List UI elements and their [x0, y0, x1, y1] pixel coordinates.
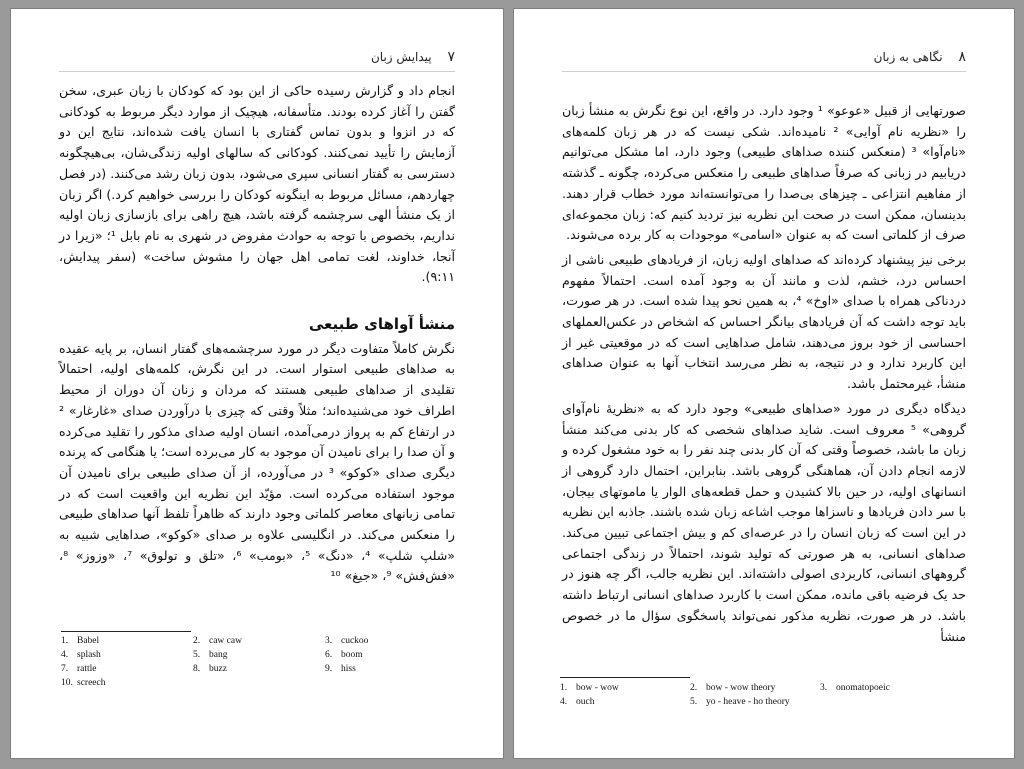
footnote-item: 7. rattle [61, 664, 97, 674]
page-number: ٧ [447, 49, 455, 65]
footnote-item: 2. caw caw [193, 636, 242, 646]
section-heading: منشأ آواهای طبیعی [308, 315, 455, 334]
footnote-item: 2. bow - wow theory [690, 683, 776, 693]
footnote-item: 8. buzz [193, 664, 227, 674]
footnote-item: 4. ouch [560, 697, 595, 707]
footnote-item: 1. bow - wow [560, 683, 619, 693]
footnotes [61, 636, 421, 688]
right-page [514, 9, 1014, 758]
left-page [11, 9, 503, 758]
footnote-item: 5. bang [193, 650, 228, 660]
paragraph: صورتهایی از قبیل «عوعو» ¹ وجود دارد. در واقع، این نوع نگرش به منشأ زبان را «نظریه نام آوایی» ² نامیده‌اند. شکی نیست که در هر زبان کلمه‌های «نام‌آوا» ³ (منعکس کننده صداهای طبیعی) وجود دارد، اما مشکل می‌توانیم دریابیم در زبانی که صرفاً صداهای طبیعی را منعکس می‌کرده، چگونه ـ گذشته از مفاهیم انتزاعی ـ چیزهای بی‌صدا را می‌توانسته‌اند مورد خطاب قرار دهند. بدینسان، ممکن است در صحت این نظریه نیز تردید کنیم که: زبان مجموعه‌ای صرف از کلماتی است که به عنوان «اسامی» موجودات به کار برده می‌شوند. [562, 103, 966, 243]
footnote-divider [560, 677, 690, 678]
footnote-item: 3. cuckoo [325, 636, 369, 646]
page-number: ٨ [958, 49, 966, 65]
running-title: نگاهی به زبان [873, 50, 943, 64]
paragraph: نگرش کاملاً متفاوت دیگر در مورد سرچشمه‌های گفتار انسان، بر پایه عقیده به صداهای طبیعی استوار است. در این نگرش، کلمه‌های اولیه، احتمالاً تقلیدی از صداهای طبیعی هستند که مردان و زنان آن دوران از محیط اطراف خود می‌شنیده‌اند؛ مثلاً وقتی که چیزی با درآوردن صدای «غارغار» ² در ارتفاع کم به پرواز درمی‌آمده، انسان اولیه صدای مذکور را تقلید می‌کرده و آن صدا را برای نامیدن آن موجود به کار می‌برده است؛ یا هنگامی که پرنده دیگری صدای «کوکو» ³ در می‌آورده، از آن صدای طبیعی برای نامیدن آن موجود استفاده می‌کرده است. مؤیّد این نظریه این واقعیت است که در تمامی زبانهای معاصر کلماتی وجود دارند که ظاهراً تلفظ آنها صداهای طبیعی را منعکس می‌کند. در انگلیسی علاوه بر صدای «کوکو»، صداهایی شبیه به «شلپ شلپ» ⁴، «دنگ» ⁵، «بومب» ⁶، «تلق و تولوق» ⁷، «وزوز» ⁸، «فش‌فش» ⁹، «جیغ» ¹⁰ [59, 340, 455, 584]
footnote-item: 4. splash [61, 650, 101, 660]
footnote-item: 6. boom [325, 650, 363, 660]
running-title: پیدایش زبان [370, 50, 432, 64]
footnote-item: 9. hiss [325, 664, 356, 674]
footnote-item: 3. onomatopoeic [820, 683, 890, 693]
footnote-divider [61, 631, 191, 632]
paragraph: انجام داد و گزارش رسیده حاکی از این بود که کودکان با زبان عبری، سخن گفتن را آغاز کرده بودند. متأسفانه، هیچیک از موارد دیگر مربوط به کودکانی که در انزوا و بدون تماس گفتاری با انسان یافت شده‌اند، نتایج این دو آزمایش را تأیید نمی‌کنند. کودکانی که سالهای اولیه زندگی‌شان، بی‌هیچگونه دسترسی به گفتار انسانی سپری می‌شود، بدون زبان رشد می‌کنند. (در فصل چهاردهم، مسائل مربوط به اینگونه کودکان را بررسی خواهیم کرد.) اگر زبان از یک منشأ الهی سرچشمه گرفته باشد، هیچ راهی برای بازسازی زبان اولیه نداریم، بخصوص با توجه به حوادث مفروض در شهری به نام بابل ¹؛ «زیرا در آنجا، خداوند، لغت تمامی اهل جهان را مشوش ساخت» (سفر پیدایش، ۹:۱۱). [59, 83, 455, 285]
page-header [59, 49, 455, 72]
page-header [562, 49, 966, 72]
footnote-item: 5. yo - heave - ho theory [690, 697, 790, 707]
footnote-item: 1. Babel [61, 636, 100, 646]
page-body [562, 101, 966, 651]
page-body [59, 81, 455, 591]
footnote-item: 10. screech [61, 678, 106, 688]
paragraph: برخی نیز پیشنهاد کرده‌اند که صداهای اولیه زبان، از فریادهای طبیعی ناشی از احساس درد، خشم، لذت و مانند آن به وجود آمده است. احتمالاً مفهوم دردناکی همراه با صدای «اوخ» ⁴، به همین نحو پیدا شده است. در هر صورت، باید توجه داشت که آن فریادهای بیانگر احساس که اشخاص در عکس‌العملهای احساسی از خود بروز می‌دهند، شامل صداهایی است که در موقعیتی غیر از این کاربرد ندارد و در نتیجه، به نظر می‌رسد انتخاب آنها به عنوان صداهای منشأ، غیرمحتمل باشد. [562, 251, 966, 392]
paragraph: دیدگاه دیگری در مورد «صداهای طبیعی» وجود دارد که به «نظریهٔ نام‌آوای گروهی» ⁵ معروف است. شاید صداهای شخصی که کار بدنی می‌کند منشأ زبان ما باشد، خصوصاً وقتی که آن کار بدنی چند نفر را به خود مشغول کرده و لازمه انجام دادن آن، هماهنگی گروهی باشد. بنابراین، احتمال دارد گروهی از انسانهای اولیه، در حین بالا کشیدن و حمل قطعه‌های الوار یا ماموتهای بیجان، با سر دادن فریادها و ناسزاها موجب اشاعه زبان شده باشند. جاذبه این نظریه در این است که زبان انسان را در عرصه‌ای کم و بیش اجتماعی تبیین می‌کند. صداهای انسانی، به هر صورتی که تولید شوند، احتمالاً در زندگی اجتماعی گروههای انسانی، کاربردی اصولی داشته‌اند. این نظریه جالب، اگر چه هنوز در حد یک فرضیه باقی مانده، ممکن است با کاربرد صداهای انسانی ارتباط داشته باشد. در هر صورت، نظریه مذکور نمی‌تواند پاسخگوی سؤال ما در خصوص منشأ [562, 400, 966, 644]
footnotes [560, 683, 940, 707]
